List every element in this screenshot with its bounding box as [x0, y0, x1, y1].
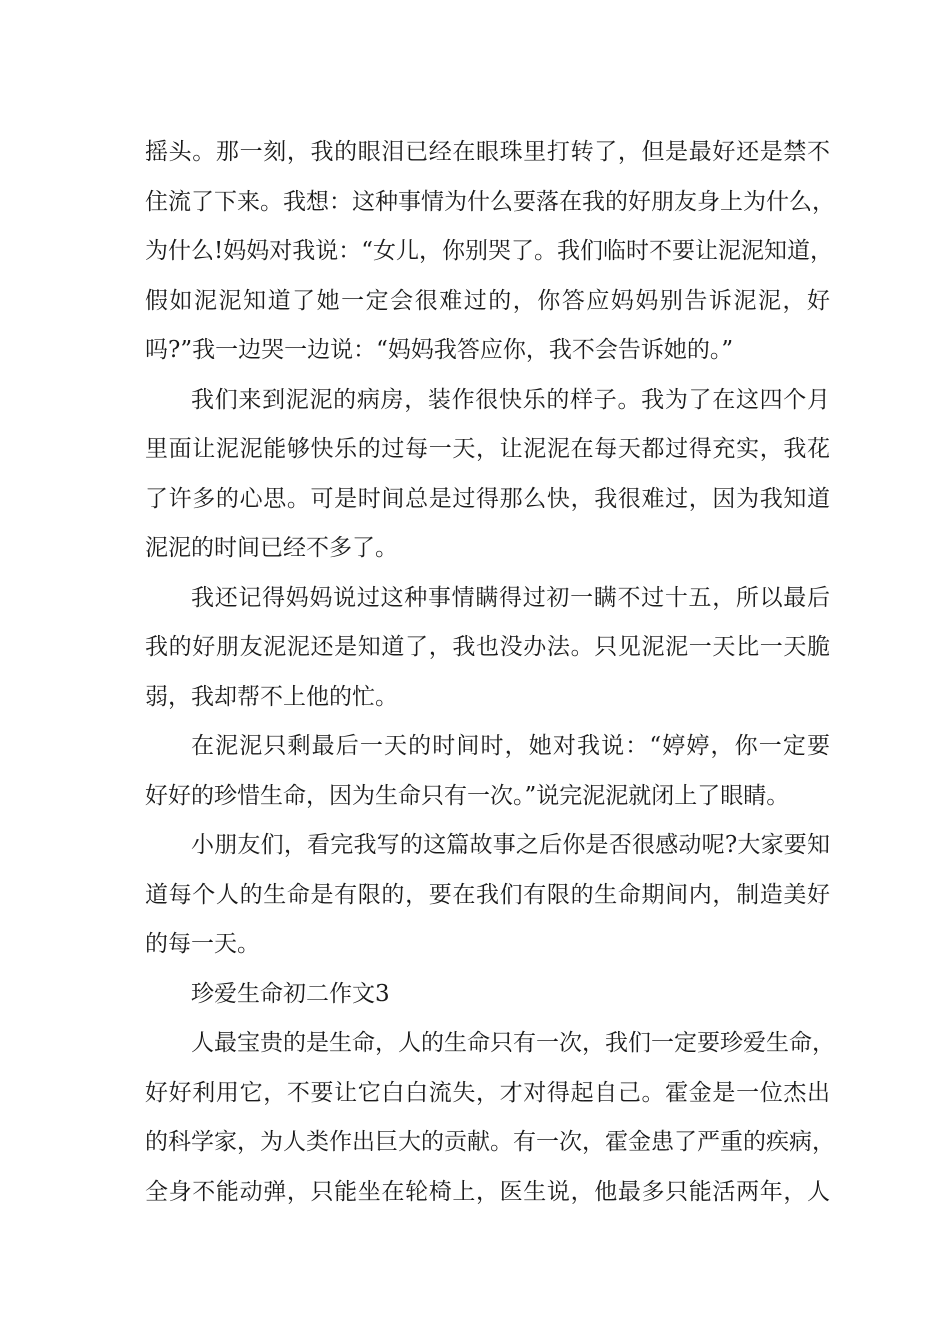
text-line: 人最宝贵的是生命，人的生命只有一次，我们一定要珍爱生命， — [191, 1030, 835, 1056]
text-line: 住流了下来。我想：这种事情为什么要落在我的好朋友身上为什么， — [145, 188, 835, 215]
text-line: 吗?”我一边哭一边说：“妈妈我答应你，我不会告诉她的。” — [145, 337, 734, 363]
text-line: 在泥泥只剩最后一天的时间时，她对我说：“婷婷，你一定要 — [191, 733, 830, 759]
document-body — [145, 128, 835, 1217]
section-heading: 珍爱生命初二作文3 — [191, 980, 390, 1007]
text-line: 为什么!妈妈对我说：“女儿，你别哭了。我们临时不要让泥泥知道， — [145, 238, 834, 264]
text-line: 道每个人的生命是有限的，要在我们有限的生命期间内，制造美好 — [145, 881, 830, 908]
text-line: 我还记得妈妈说过这种事情瞒得过初一瞒不过十五，所以最后 — [191, 584, 830, 611]
text-line: 好好利用它，不要让它白白流失，才对得起自己。霍金是一位杰出 — [145, 1079, 830, 1106]
text-line: 的每一天。 — [145, 931, 260, 957]
text-line: 了许多的心思。可是时间总是过得那么快，我很难过，因为我知道 — [145, 485, 830, 512]
text-line: 里面让泥泥能够快乐的过每一天，让泥泥在每天都过得充实，我花 — [145, 436, 830, 462]
text-line: 我的好朋友泥泥还是知道了，我也没办法。只见泥泥一天比一天脆 — [145, 634, 830, 660]
text-line: 摇头。那一刻，我的眼泪已经在眼珠里打转了，但是最好还是禁不 — [145, 139, 830, 165]
text-line: 的科学家，为人类作出巨大的贡献。有一次，霍金患了严重的疾病， — [145, 1129, 835, 1155]
text-line: 好好的珍惜生命，因为生命只有一次。”说完泥泥就闭上了眼睛。 — [145, 782, 790, 809]
text-line: 泥泥的时间已经不多了。 — [145, 535, 398, 561]
text-line: 小朋友们，看完我写的这篇故事之后你是否很感动呢?大家要知 — [191, 832, 830, 858]
text-line: 弱，我却帮不上他的忙。 — [145, 683, 398, 710]
text-line: 假如泥泥知道了她一定会很难过的，你答应妈妈别告诉泥泥，好 — [145, 287, 830, 314]
text-line: 我们来到泥泥的病房，装作很快乐的样子。我为了在这四个月 — [191, 386, 830, 413]
text-line: 全身不能动弹，只能坐在轮椅上，医生说，他最多只能活两年，人 — [145, 1178, 830, 1205]
